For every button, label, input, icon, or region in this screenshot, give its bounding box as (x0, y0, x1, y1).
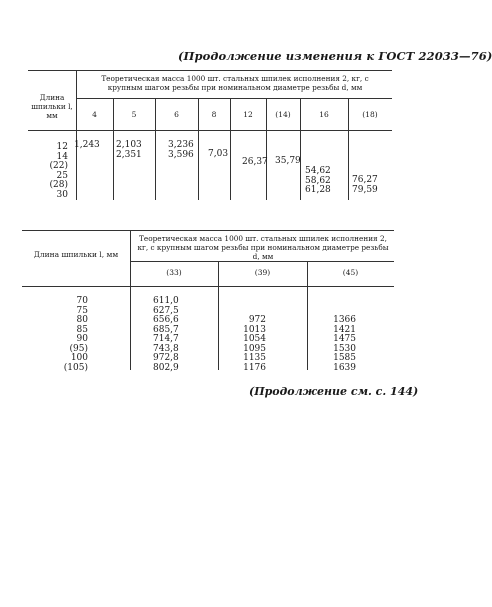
table-cell: 1013 (243, 324, 266, 335)
table-1-diameter-header: 6 (174, 110, 179, 119)
table-1-diameter-header: 8 (211, 110, 217, 119)
table-2-col-45 (330, 316, 356, 373)
table-cell: (105) (63, 362, 88, 373)
table-cell: (28) (49, 180, 68, 190)
table-cell: 1054 (243, 334, 266, 344)
table-cell: 714,7 (153, 334, 179, 344)
table-cell: 1095 (243, 343, 266, 354)
table-2-group-header: Теоретическая масса 1000 шт. стальных шпилек исполнения 2, кг, с крупным шагом резьбы при номинальном диаметре резьбы d, мм (137, 234, 389, 261)
table-cell: 90 (76, 334, 88, 344)
table-1-diameter-header: (18) (362, 110, 378, 119)
table-cell: 972,8 (153, 353, 179, 363)
table-2-group-header-rule (130, 261, 394, 262)
table-1-diameter-header: (14) (275, 110, 291, 119)
table-cell: 7,03 (208, 149, 229, 159)
table-2-vline (130, 230, 131, 370)
table-2-diameter-header: (33) (166, 268, 182, 277)
table-cell: 972 (248, 315, 266, 325)
table-1-diameter-header: 12 (243, 110, 253, 119)
table-cell: (95) (69, 343, 88, 354)
table-cell: 70 (76, 296, 88, 306)
table-cell: 1530 (333, 343, 356, 354)
table-cell: 25 (56, 170, 68, 181)
table-cell: 79,59 (352, 184, 378, 195)
table-1-length-column (44, 143, 68, 200)
table-1-col-12 (242, 158, 268, 168)
table-1-col-8 (208, 150, 228, 160)
table-cell: 656,6 (153, 315, 179, 325)
table-1-group-header-rule (76, 98, 392, 99)
table-2-length-column (58, 297, 88, 373)
table-1-col-4 (74, 141, 100, 151)
table-1-col-5 (116, 141, 142, 160)
table-cell: 1639 (333, 362, 356, 373)
table-cell: 2,351 (116, 149, 142, 160)
table-cell: 76,27 (352, 175, 378, 185)
table-1-diameter-header: 5 (131, 110, 137, 119)
table-cell: 611,0 (153, 296, 179, 306)
table-2-header-bottom-rule (22, 286, 394, 287)
table-1-diameter-header: 4 (92, 110, 97, 119)
table-cell: 1475 (333, 334, 356, 344)
table-1-col-16 (305, 167, 331, 196)
table-cell: 12 (56, 142, 68, 152)
table-cell: 2,103 (116, 140, 142, 150)
table-1-row-header: Длина шпильки l, мм (31, 93, 73, 120)
table-1-diameter-header: 16 (319, 110, 329, 119)
table-cell: 85 (76, 324, 88, 335)
table-1-col-18 (352, 176, 378, 195)
table-1-header-bottom-rule (28, 130, 392, 131)
table-2-vline (218, 261, 219, 370)
page-header: (Продолжение изменения к ГОСТ 22033—76) (178, 49, 492, 63)
table-cell: 3,236 (168, 140, 194, 150)
table-1-top-border (28, 70, 392, 71)
table-cell: 3,596 (168, 149, 194, 160)
table-2-row-header: Длина шпильки l, мм (33, 250, 119, 259)
page-footer: (Продолжение см. с. 144) (249, 385, 419, 398)
table-cell: 35,79 (275, 156, 301, 166)
table-2-diameter-header: (39) (254, 268, 271, 277)
table-cell: 26,37 (242, 157, 268, 167)
table-cell: 743,8 (153, 343, 179, 354)
table-cell: 14 (56, 151, 68, 162)
table-cell: 1135 (243, 353, 266, 363)
table-cell: 627,5 (153, 305, 179, 316)
table-2-diameter-header: (45) (342, 268, 359, 277)
table-cell: 802,9 (153, 362, 179, 373)
table-1-col-14 (275, 157, 301, 167)
table-1-group-header: Теоретическая масса 1000 шт. стальных шпилек исполнения 2, кг, с крупным шагом резьбы при номинальном диаметре резьбы d, мм (101, 74, 369, 92)
table-2-vline (307, 261, 308, 370)
table-1-col-6 (168, 141, 194, 160)
table-cell: (22) (49, 161, 68, 171)
table-cell: 1421 (333, 324, 356, 335)
table-cell: 75 (76, 305, 88, 316)
table-cell: 685,7 (153, 324, 179, 335)
table-2-col-33 (153, 297, 179, 373)
table-cell: 1585 (333, 353, 356, 363)
table-cell: 80 (76, 315, 88, 325)
table-cell: 1,243 (74, 140, 100, 150)
table-cell: 54,62 (305, 166, 331, 176)
table-1-vline (76, 70, 77, 200)
table-cell: 30 (56, 189, 68, 200)
table-cell: 1176 (243, 362, 266, 373)
table-cell: 58,62 (305, 175, 331, 186)
table-cell: 100 (70, 353, 88, 363)
table-cell: 61,28 (305, 185, 331, 195)
table-cell: 1366 (333, 315, 356, 325)
table-2-top-border (22, 230, 394, 231)
table-2-col-39 (240, 316, 266, 373)
